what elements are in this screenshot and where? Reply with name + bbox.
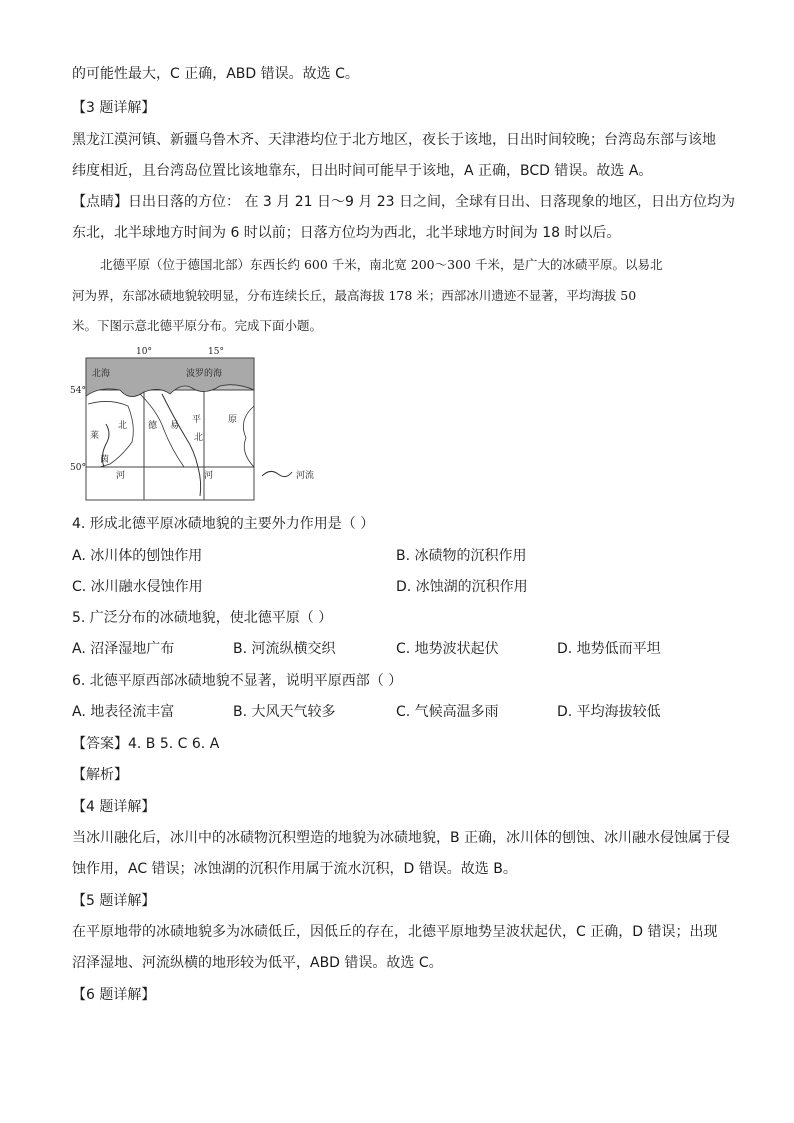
option-5a: A. 沼泽湿地广布 <box>72 641 175 657</box>
section-heading-q6: 【6 题详解】 <box>72 987 156 1003</box>
region-char: 原 <box>228 415 238 425</box>
river-elbe <box>162 394 204 496</box>
option-4d: D. 冰蚀湖的沉积作用 <box>396 579 528 595</box>
region-char: 平 <box>192 415 202 425</box>
text-line: 蚀作用，AC 错误；冰蚀湖的沉积作用属于流水沉积，D 错误。故选 B。 <box>72 861 517 877</box>
section-heading-q3: 【3 题详解】 <box>72 100 156 116</box>
option-4c: C. 冰川融水侵蚀作用 <box>72 579 203 595</box>
river-char: 茵 <box>100 455 110 465</box>
option-6c: C. 气候高温多雨 <box>396 704 499 720</box>
text-line: 黑龙江漠河镇、新疆乌鲁木齐、天津港均位于北方地区，夜长于该地，日出时间较晚；台湾岛东部与该地 <box>72 132 716 148</box>
intro-line: 河为界，东部冰碛地貌较明显，分布连续长丘，最高海拔 178 米；西部冰川遗迹不显著，平均海拔 50 <box>72 288 637 303</box>
answer-line: 【答案】4. B 5. C 6. A <box>72 736 220 752</box>
river-char: 易 <box>170 421 180 431</box>
legend-river-symbol <box>262 471 292 476</box>
section-heading-q4: 【4 题详解】 <box>72 799 156 815</box>
question-4: 4. 形成北德平原冰碛地貌的主要外力作用是（ ） <box>72 516 375 532</box>
lon-label: 10° <box>136 347 152 357</box>
tip-line: 东北，北半球地方时间为 6 时以前；日落方位均为西北，北半球地方时间为 18 时以后。 <box>72 225 621 241</box>
text-line: 沼泽湿地、河流纵横的地形较为低平，ABD 错误。故选 C。 <box>72 955 443 971</box>
legend-label: 河流 <box>296 471 315 481</box>
intro-line: 北德平原（位于德国北部）东西长约 600 千米，南北宽 200～300 千米，是广大的冰碛平原。以易北 <box>100 257 663 272</box>
text-line: 在平原地带的冰碛地貌多为冰碛低丘，因低丘的存在，北德平原地势呈波状起伏，C 正确，D 错误；出现 <box>72 924 718 940</box>
question-6: 6. 北德平原西部冰碛地貌不显著，说明平原西部（ ） <box>72 673 403 689</box>
lat-label: 54° <box>70 386 86 396</box>
river-char: 河 <box>204 471 214 481</box>
region-char: 北 <box>194 433 204 443</box>
sea-label-north-sea: 北海 <box>92 369 111 379</box>
option-5d: D. 地势低而平坦 <box>557 641 661 657</box>
plain-boundary <box>243 406 254 467</box>
river-char: 河 <box>116 471 126 481</box>
text-line: 纬度相近，且台湾岛位置比该地靠东，日出时间可能早于该地，A 正确，BCD 错误。故选 A。 <box>72 163 653 179</box>
region-char: 北 <box>118 421 128 431</box>
text-line: 的可能性最大，C 正确，ABD 错误。故选 C。 <box>72 66 359 82</box>
section-heading-q5: 【5 题详解】 <box>72 893 156 909</box>
coastline <box>86 358 254 397</box>
region-char: 德 <box>148 421 158 431</box>
option-4a: A. 冰川体的刨蚀作用 <box>72 548 203 564</box>
analysis-heading: 【解析】 <box>72 767 128 783</box>
lat-label: 50° <box>70 463 86 473</box>
option-5c: C. 地势波状起伏 <box>396 641 499 657</box>
option-4b: B. 冰碛物的沉积作用 <box>396 548 527 564</box>
option-6d: D. 平均海拔较低 <box>557 704 661 720</box>
option-6a: A. 地表径流丰富 <box>72 704 175 720</box>
option-5b: B. 河流纵横交织 <box>233 641 336 657</box>
river-char: 莱 <box>90 431 100 441</box>
text-line: 当冰川融化后，冰川中的冰碛物沉积塑造的地貌为冰碛地貌，B 正确，冰川体的刨蚀、冰川融水侵蚀属于侵 <box>72 830 731 846</box>
tip-line: 【点睛】日出日落的方位： 在 3 月 21 日～9 月 23 日之间，全球有日出、日落现象的地区，日出方位均为 <box>72 194 736 210</box>
sea-label-baltic: 波罗的海 <box>186 369 223 379</box>
option-6b: B. 大风天气较多 <box>233 704 336 720</box>
question-5: 5. 广泛分布的冰碛地貌，使北德平原（ ） <box>72 610 333 626</box>
north-german-plain-map <box>70 346 340 502</box>
lon-label: 15° <box>208 347 224 357</box>
intro-line: 米。下图示意北德平原分布。完成下面小题。 <box>72 318 323 333</box>
